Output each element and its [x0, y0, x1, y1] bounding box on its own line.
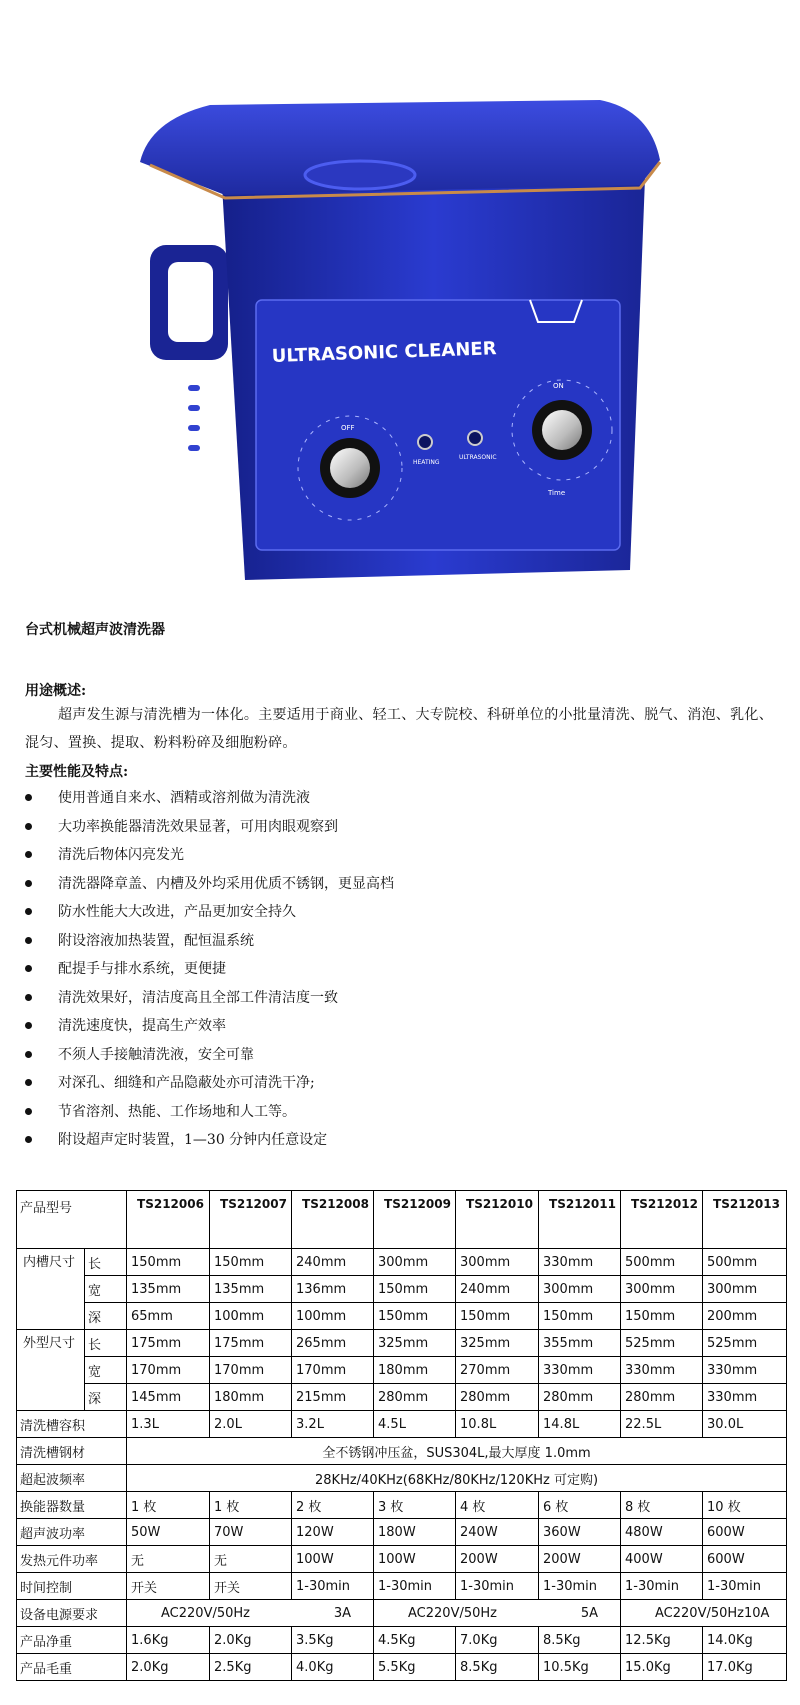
material-label: 清洗槽钢材	[17, 1438, 127, 1465]
feature-item: 附设溶液加热装置，配恒温系统	[25, 931, 394, 960]
heating-indicator	[418, 435, 432, 449]
value-cell: 2.0Kg	[210, 1627, 292, 1654]
value-cell: 1.3L	[127, 1411, 210, 1438]
power-supply-pair	[131, 1606, 369, 1621]
power-supply-pair	[378, 1606, 616, 1621]
bullet-icon	[25, 1108, 32, 1115]
value-cell: 无	[127, 1546, 210, 1573]
value-cell: 12.5Kg	[621, 1627, 703, 1654]
feature-item: 节省溶剂、热能、工作场地和人工等。	[25, 1102, 394, 1131]
table-row	[17, 1276, 787, 1303]
value-cell: 150mm	[210, 1249, 292, 1276]
value-cell: 3 枚	[374, 1492, 456, 1519]
bullet-icon	[25, 794, 32, 801]
value-cell: 150mm	[456, 1303, 539, 1330]
bullet-icon	[25, 880, 32, 887]
value-cell: 175mm	[210, 1330, 292, 1357]
power-supply-group	[621, 1600, 787, 1627]
spec-table-body	[17, 1191, 787, 1681]
value-cell: 280mm	[374, 1384, 456, 1411]
table-row	[17, 1492, 787, 1519]
value-cell: 330mm	[703, 1357, 787, 1384]
value-cell: 1-30min	[456, 1573, 539, 1600]
feature-item: 清洗速度快，提高生产效率	[25, 1016, 394, 1045]
value-cell: 14.0Kg	[703, 1627, 787, 1654]
model-cell: TS212009	[374, 1191, 456, 1249]
value-cell: 1.6Kg	[127, 1627, 210, 1654]
value-cell: 开关	[210, 1573, 292, 1600]
value-cell: 525mm	[621, 1330, 703, 1357]
usage-heading: 用途概述:	[25, 683, 87, 699]
knob-off-label: OFF	[341, 424, 355, 432]
feature-item: 使用普通自来水、酒精或溶剂做为清洗液	[25, 788, 394, 817]
value-cell: 3.2L	[292, 1411, 374, 1438]
value-cell: 500mm	[621, 1249, 703, 1276]
value-cell: 8 枚	[621, 1492, 703, 1519]
dimension-label: 长	[85, 1249, 127, 1276]
table-row	[17, 1600, 787, 1627]
table-row	[17, 1330, 787, 1357]
value-cell: 10.5Kg	[539, 1654, 621, 1681]
value-cell: 无	[210, 1546, 292, 1573]
value-cell: 2 枚	[292, 1492, 374, 1519]
value-cell: 265mm	[292, 1330, 374, 1357]
transducers-label: 换能器数量	[17, 1492, 127, 1519]
value-cell: 22.5L	[621, 1411, 703, 1438]
table-row	[17, 1654, 787, 1681]
value-cell: 1-30min	[621, 1573, 703, 1600]
value-cell: 2.0L	[210, 1411, 292, 1438]
value-cell: 15.0Kg	[621, 1654, 703, 1681]
value-cell: 135mm	[210, 1276, 292, 1303]
value-cell: 325mm	[374, 1330, 456, 1357]
value-cell: 300mm	[374, 1249, 456, 1276]
model-cell: TS212010	[456, 1191, 539, 1249]
model-cell: TS212007	[210, 1191, 292, 1249]
value-cell: 500mm	[703, 1249, 787, 1276]
ultrasonic-cleaner-image	[0, 0, 800, 600]
value-cell: 525mm	[703, 1330, 787, 1357]
model-cell: TS212006	[127, 1191, 210, 1249]
value-cell: 200W	[539, 1546, 621, 1573]
value-cell: 8.5Kg	[539, 1627, 621, 1654]
features-heading: 主要性能及特点:	[25, 764, 129, 780]
ultra_power-label: 超声波功率	[17, 1519, 127, 1546]
value-cell: 280mm	[456, 1384, 539, 1411]
value-cell: 330mm	[621, 1357, 703, 1384]
value-cell: 14.8L	[539, 1411, 621, 1438]
feature-item: 对深孔、细缝和产品隐蔽处亦可清洗干净;	[25, 1073, 394, 1102]
value-cell: 400W	[621, 1546, 703, 1573]
value-cell: 240W	[456, 1519, 539, 1546]
voltage-text: AC220V/50Hz	[655, 1605, 744, 1621]
value-cell: 240mm	[292, 1249, 374, 1276]
value-cell: 1-30min	[292, 1573, 374, 1600]
power-supply-label: 设备电源要求	[17, 1600, 127, 1627]
table-row	[17, 1384, 787, 1411]
value-cell: 1-30min	[374, 1573, 456, 1600]
value-cell: 270mm	[456, 1357, 539, 1384]
value-cell: 开关	[127, 1573, 210, 1600]
knob-on-label: ON	[553, 382, 564, 390]
value-cell: 1 枚	[127, 1492, 210, 1519]
model-cell: TS212013	[703, 1191, 787, 1249]
value-cell: 4 枚	[456, 1492, 539, 1519]
value-cell: 1-30min	[703, 1573, 787, 1600]
value-cell: 600W	[703, 1546, 787, 1573]
value-cell: 17.0Kg	[703, 1654, 787, 1681]
dimension-label: 深	[85, 1303, 127, 1330]
value-cell: 4.5Kg	[374, 1627, 456, 1654]
value-cell: 280mm	[621, 1384, 703, 1411]
bullet-icon	[25, 1022, 32, 1029]
value-cell: 280mm	[539, 1384, 621, 1411]
value-cell: 4.5L	[374, 1411, 456, 1438]
value-cell: 100mm	[292, 1303, 374, 1330]
value-cell: 170mm	[292, 1357, 374, 1384]
table-row	[17, 1438, 787, 1465]
value-cell: 170mm	[127, 1357, 210, 1384]
current-text: 3A	[333, 1605, 352, 1621]
value-cell: 330mm	[703, 1384, 787, 1411]
value-cell: 4.0Kg	[292, 1654, 374, 1681]
value-cell: 120W	[292, 1519, 374, 1546]
value-cell: 10 枚	[703, 1492, 787, 1519]
header-label-cell: 产品型号	[17, 1191, 127, 1249]
value-cell: 330mm	[539, 1357, 621, 1384]
value-cell: 10.8L	[456, 1411, 539, 1438]
value-cell: 1-30min	[539, 1573, 621, 1600]
voltage-text: AC220V/50Hz	[408, 1605, 497, 1621]
value-cell: 300mm	[703, 1276, 787, 1303]
material-value: 全不锈钢冲压盆，SUS304L,最大厚度 1.0mm	[127, 1438, 787, 1465]
value-cell: 100W	[374, 1546, 456, 1573]
value-cell: 480W	[621, 1519, 703, 1546]
bullet-icon	[25, 937, 32, 944]
value-cell: 240mm	[456, 1276, 539, 1303]
value-cell: 2.0Kg	[127, 1654, 210, 1681]
table-row	[17, 1303, 787, 1330]
product-title: 台式机械超声波清洗器	[25, 622, 165, 638]
value-cell: 215mm	[292, 1384, 374, 1411]
table-row	[17, 1191, 787, 1249]
model-cell: TS212012	[621, 1191, 703, 1249]
value-cell: 136mm	[292, 1276, 374, 1303]
bullet-icon	[25, 965, 32, 972]
capacity-label: 清洗槽容积	[17, 1411, 127, 1438]
value-cell: 300mm	[621, 1276, 703, 1303]
current-text: 10A	[743, 1605, 770, 1621]
power-supply-group	[127, 1600, 374, 1627]
value-cell: 5.5Kg	[374, 1654, 456, 1681]
value-cell: 65mm	[127, 1303, 210, 1330]
value-cell: 600W	[703, 1519, 787, 1546]
table-row	[17, 1411, 787, 1438]
feature-item: 防水性能大大改进，产品更加安全持久	[25, 902, 394, 931]
gross_weight-label: 产品毛重	[17, 1654, 127, 1681]
value-cell: 175mm	[127, 1330, 210, 1357]
voltage-text: AC220V/50Hz	[161, 1605, 250, 1621]
table-row	[17, 1465, 787, 1492]
value-cell: 2.5Kg	[210, 1654, 292, 1681]
model-cell: TS212011	[539, 1191, 621, 1249]
heating-label: HEATING	[413, 459, 440, 466]
bullet-icon	[25, 1136, 32, 1143]
knob-time-label: Time	[548, 489, 566, 497]
net_weight-label: 产品净重	[17, 1627, 127, 1654]
timer-label: 时间控制	[17, 1573, 127, 1600]
features-list	[25, 788, 394, 1159]
value-cell: 330mm	[539, 1249, 621, 1276]
value-cell: 170mm	[210, 1357, 292, 1384]
value-cell: 180mm	[210, 1384, 292, 1411]
value-cell: 50W	[127, 1519, 210, 1546]
frequency-value: 28KHz/40KHz(68KHz/80KHz/120KHz 可定购)	[127, 1465, 787, 1492]
brand-text: ULTRASONIC CLEANER	[271, 338, 497, 367]
table-row	[17, 1357, 787, 1384]
ultrasonic-indicator	[468, 431, 482, 445]
power-supply-pair	[625, 1606, 782, 1621]
value-cell: 6 枚	[539, 1492, 621, 1519]
inner-size-label: 内槽尺寸	[17, 1249, 85, 1330]
value-cell: 145mm	[127, 1384, 210, 1411]
value-cell: 8.5Kg	[456, 1654, 539, 1681]
lid-handle	[305, 161, 415, 189]
bullet-icon	[25, 908, 32, 915]
value-cell: 135mm	[127, 1276, 210, 1303]
feature-item: 配提手与排水系统，更便捷	[25, 959, 394, 988]
feature-item: 附设超声定时装置，1—30 分钟内任意设定	[25, 1130, 394, 1159]
spec-table	[16, 1190, 787, 1681]
value-cell: 7.0Kg	[456, 1627, 539, 1654]
dimension-label: 长	[85, 1330, 127, 1357]
table-row	[17, 1249, 787, 1276]
bullet-icon	[25, 994, 32, 1001]
table-row	[17, 1627, 787, 1654]
value-cell: 200mm	[703, 1303, 787, 1330]
value-cell: 150mm	[374, 1276, 456, 1303]
value-cell: 300mm	[456, 1249, 539, 1276]
value-cell: 200W	[456, 1546, 539, 1573]
dimension-label: 宽	[85, 1276, 127, 1303]
bullet-icon	[25, 1051, 32, 1058]
bullet-icon	[25, 851, 32, 858]
table-row	[17, 1573, 787, 1600]
value-cell: 180mm	[374, 1357, 456, 1384]
usage-description: 超声发生源与清洗槽为一体化。主要适用于商业、轻工、大专院校、科研单位的小批量清洗、脱气、消泡、乳化、混匀、置换、提取、粉料粉碎及细胞粉碎。	[25, 707, 773, 751]
dimension-label: 宽	[85, 1357, 127, 1384]
model-cell: TS212008	[292, 1191, 374, 1249]
value-cell: 150mm	[539, 1303, 621, 1330]
bullet-icon	[25, 1079, 32, 1086]
value-cell: 100W	[292, 1546, 374, 1573]
table-row	[17, 1519, 787, 1546]
value-cell: 3.5Kg	[292, 1627, 374, 1654]
power-supply-group	[374, 1600, 621, 1627]
frequency-label: 超起波频率	[17, 1465, 127, 1492]
feature-item: 清洗器降章盖、内槽及外均采用优质不锈钢，更显高档	[25, 874, 394, 903]
table-row	[17, 1546, 787, 1573]
value-cell: 70W	[210, 1519, 292, 1546]
feature-item: 清洗效果好，清洁度高且全部工件清洁度一致	[25, 988, 394, 1017]
value-cell: 300mm	[539, 1276, 621, 1303]
outer-size-label: 外型尺寸	[17, 1330, 85, 1411]
feature-item: 不须人手接触清洗液，安全可靠	[25, 1045, 394, 1074]
value-cell: 150mm	[374, 1303, 456, 1330]
value-cell: 30.0L	[703, 1411, 787, 1438]
value-cell: 100mm	[210, 1303, 292, 1330]
value-cell: 150mm	[127, 1249, 210, 1276]
current-text: 5A	[580, 1605, 599, 1621]
value-cell: 360W	[539, 1519, 621, 1546]
value-cell: 150mm	[621, 1303, 703, 1330]
bullet-icon	[25, 823, 32, 830]
value-cell: 325mm	[456, 1330, 539, 1357]
dimension-label: 深	[85, 1384, 127, 1411]
product-photo	[0, 0, 800, 600]
value-cell: 355mm	[539, 1330, 621, 1357]
feature-item: 大功率换能器清洗效果显著，可用肉眼观察到	[25, 817, 394, 846]
value-cell: 1 枚	[210, 1492, 292, 1519]
feature-item: 清洗后物体闪亮发光	[25, 845, 394, 874]
heat_power-label: 发热元件功率	[17, 1546, 127, 1573]
value-cell: 180W	[374, 1519, 456, 1546]
ultrasonic-label: ULTRASONIC	[459, 454, 497, 461]
